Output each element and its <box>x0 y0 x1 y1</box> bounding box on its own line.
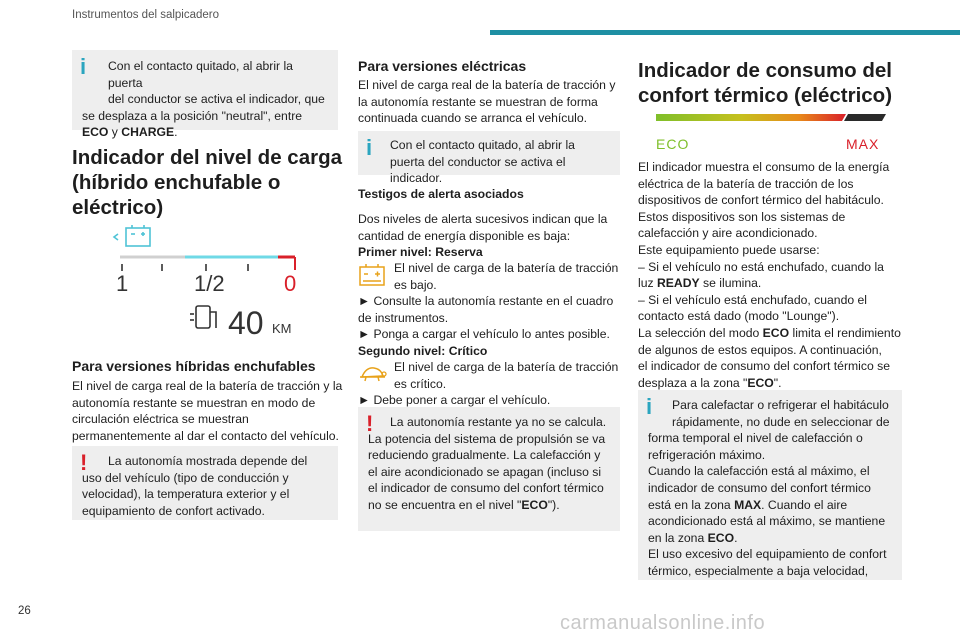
phev-subheading: Para versiones híbridas enchufables <box>72 358 316 374</box>
info-icon: i <box>366 135 373 160</box>
header-accent-bar <box>490 30 960 35</box>
y-text: y <box>108 125 122 140</box>
battery-reserve-icon <box>358 262 388 288</box>
turtle-icon <box>358 361 388 387</box>
info-box-thermal <box>638 390 902 580</box>
thermal-line: La selección del modo ECO limita el rendimiento <box>638 325 901 340</box>
gauge-label-half: 1/2 <box>194 271 225 296</box>
info-line-3: se desplaza a la posición "neutral", entre <box>82 108 303 123</box>
watermark: carmanualsonline.info <box>560 612 766 634</box>
warn-box-critical <box>358 407 620 531</box>
warn-text: La autonomía mostrada depende del uso del vehículo (tipo de conducción y velocidad), la temperatura exterior y el equipamiento de confort activado. <box>82 454 308 518</box>
ev-paragraph: El nivel de carga real de la batería de tracción y la autonomía restante se muestran de forma continuada cuando se arranca el vehículo. <box>358 78 616 126</box>
warning-icon: ! <box>366 411 374 436</box>
info-icon: i <box>646 394 653 419</box>
second-level-title: Segundo nivel: Crítico <box>358 344 488 358</box>
warn-critical-text: La autonomía restante ya no se calcula. La potencia del sistema de propulsión se va reduciendo gradualmente. La calefacción y el aire acondicionado se apagan (incluso si el indicador de consumo del confort térmico no se encuentra en el nivel "ECO"). <box>368 415 607 512</box>
plug-icon <box>190 306 216 328</box>
info-thermal-line: Cuando la calefacción está al máximo, el <box>648 464 870 479</box>
alerts-heading: Testigos de alerta asociados <box>358 187 524 201</box>
info-line-4 <box>82 124 328 141</box>
thermal-line: dispositivos de confort térmico del habitáculo. <box>638 193 884 208</box>
info-line-2: del conductor se activa el indicador, que <box>108 92 325 107</box>
phev-paragraph: El nivel de carga real de la batería de tracción y la autonomía restante se muestran en modo de circulación eléctrica se muestran permanentemente al dar el contacto del vehículo. <box>72 379 343 443</box>
info-thermal-line: está en la zona MAX. Cuando el aire <box>648 497 848 512</box>
info-line-1: Con el contacto quitado, al abrir la puerta <box>108 59 293 90</box>
thermal-gauge-bar <box>656 111 886 123</box>
info-box-neutral <box>72 50 338 140</box>
info-thermal-line: indicador de consumo del confort térmico <box>648 480 871 495</box>
info-thermal-line: rápidamente, no dude en seleccionar de <box>672 414 890 429</box>
first-level-text: El nivel de carga de la batería de tracción es bajo. <box>394 261 619 292</box>
thermal-paragraph <box>638 159 908 391</box>
battery-icon <box>114 225 150 246</box>
thermal-line: Este equipamiento puede usarse: <box>638 242 820 257</box>
eco-label: ECO <box>656 136 690 152</box>
thermal-line: contacto está dado (modo "Lounge"). <box>638 309 840 324</box>
alerts-intro: Dos niveles de alerta sucesivos indican que la cantidad de energía disponible es baja: <box>358 212 608 243</box>
info-thermal-line: acondicionado está al máximo, se mantiene <box>648 514 886 529</box>
bullet-must-charge: ► Debe poner a cargar el vehículo. <box>358 393 551 407</box>
info-thermal-line: refrigeración máximo. <box>648 447 766 462</box>
max-label: MAX <box>846 136 880 152</box>
page-number: 26 <box>18 605 31 617</box>
section-title: Instrumentos del salpicadero <box>72 9 220 21</box>
info-thermal-line: forma temporal el nivel de calefacción o <box>648 431 863 446</box>
charge-level-heading: Indicador del nivel de carga (híbrido enchufable o eléctrico) <box>72 146 343 219</box>
info-thermal-line: térmico, especialmente a baja velocidad, <box>648 563 869 578</box>
gauge-label-1: 1 <box>116 271 129 296</box>
thermal-line: El indicador muestra el consumo de la energía <box>638 160 890 174</box>
info-ev-text: Con el contacto quitado, al abrir la puerta del conductor se activa el indicador. <box>390 138 575 186</box>
thermal-line: – Si el vehículo está enchufado, cuando el <box>638 292 868 307</box>
range-value: 40 <box>228 305 264 341</box>
thermal-line: calefacción y aire acondicionado. <box>638 226 818 241</box>
thermal-heading: Indicador de consumo del confort térmico (eléctrico) <box>638 59 893 107</box>
info-thermal-line: en la zona ECO. <box>648 530 738 545</box>
second-level-text: El nivel de carga de la batería de tracción es crítico. <box>394 360 619 391</box>
info-box-ev <box>358 131 620 186</box>
thermal-line: el indicador de consumo del confort térmico se <box>638 359 891 374</box>
warn-box-range <box>72 446 338 520</box>
warning-icon: ! <box>80 450 88 475</box>
gauge-label-0: 0 <box>284 271 297 296</box>
thermal-line: eléctrica de la batería de tracción de los <box>638 176 854 191</box>
thermal-line: – Si el vehículo no está enchufado, cuando la <box>638 259 884 274</box>
thermal-line: Estos dispositivos son los sistemas de <box>638 209 846 224</box>
dot-text: . <box>174 125 178 140</box>
info-icon: i <box>80 54 87 79</box>
info-thermal-line: Para calefactar o refrigerar el habitáculo <box>672 398 889 412</box>
thermal-line: luz READY se ilumina. <box>638 276 762 291</box>
ev-subheading: Para versiones eléctricas <box>358 58 527 74</box>
thermal-line: de algunos de estos equipos. A continuación, <box>638 342 882 357</box>
bullet-consult: ► Consulte la autonomía restante en el cuadro de instrumentos. <box>358 294 614 325</box>
info-thermal-line: El uso excesivo del equipamiento de confort <box>648 547 887 562</box>
charge-gauge-illustration <box>110 222 310 341</box>
bullet-charge-soon: ► Ponga a cargar el vehículo lo antes posible. <box>358 327 610 341</box>
thermal-line: desplaza a la zona "ECO". <box>638 375 782 390</box>
charge-text: CHARGE <box>121 125 175 140</box>
first-level-title: Primer nivel: Reserva <box>358 245 483 259</box>
eco-text: ECO <box>82 125 109 140</box>
range-unit: KM <box>272 321 292 336</box>
